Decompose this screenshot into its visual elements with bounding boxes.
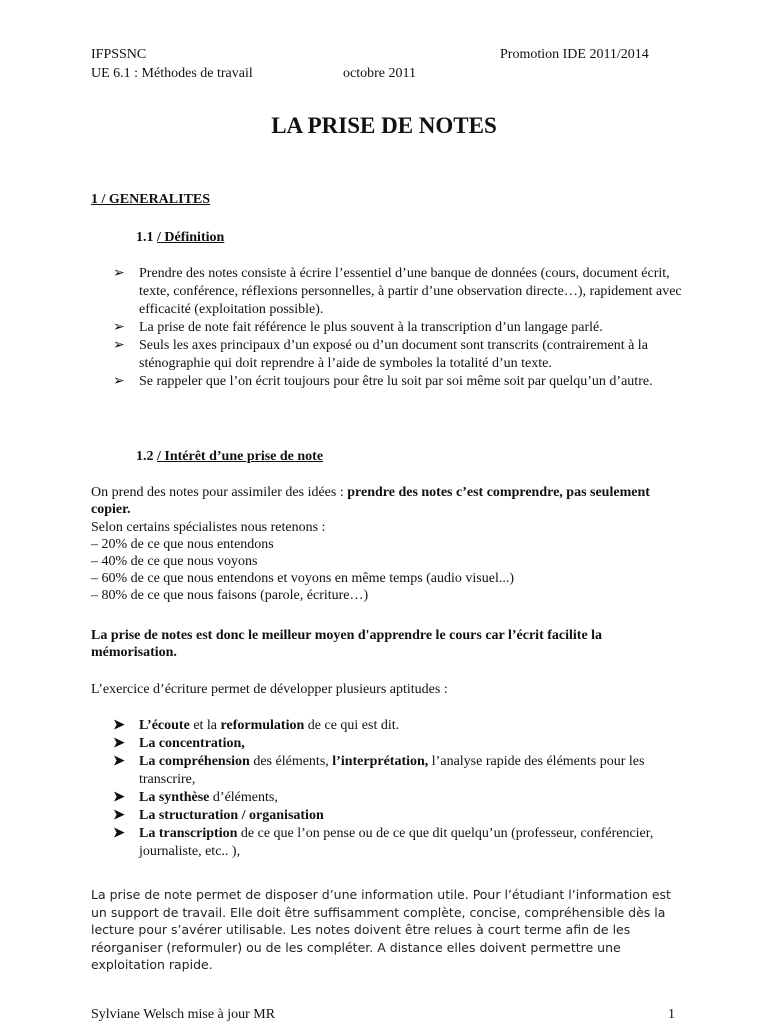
subsection-title: / Intérêt d’une prise de note <box>157 449 324 464</box>
list-item: ➢ Prendre des notes consiste à écrire l’essentiel d’une banque de données (cours, document écrit, texte, conférence, réflexions personnelles, à partir d’une observation directe…), rapidement avec efficacité (exploitation possible). <box>113 266 682 317</box>
arrow-bullet-icon: ➤ <box>113 718 125 733</box>
arrow-bullet-icon: ➤ <box>113 736 125 751</box>
page-number: 1 <box>668 1007 675 1022</box>
page-title: LA PRISE DE NOTES <box>271 113 497 138</box>
intro-emphasis: prendre des notes c’est comprendre, pas seulement copier. <box>91 485 650 517</box>
list-item: ➤ La concentration, <box>113 736 245 751</box>
retention-item: – 40% de ce que nous voyons <box>91 554 258 569</box>
arrow-bullet-icon: ➢ <box>113 266 125 281</box>
header-date: octobre 2011 <box>343 66 416 81</box>
skills-intro: L’exercice d’écriture permet de développer plusieurs aptitudes : <box>91 682 448 697</box>
list-item: ➤ La structuration / organisation <box>113 808 324 823</box>
list-item: ➤ L’écoute et la reformulation de ce qui est dit. <box>113 718 400 733</box>
retention-item: – 60% de ce que nous entendons et voyons en même temps (audio visuel...) <box>91 571 515 586</box>
list-item: ➤ La synthèse d’éléments, <box>113 790 278 805</box>
skills-list <box>113 717 693 861</box>
subsection-title: / Définition <box>157 230 225 245</box>
list-item: ➢ Seuls les axes principaux d’un exposé ou d’un document sont transcrits (contrairement à la sténographie qui doit reprendre à l’aide de symboles la totalité d’un texte. <box>113 338 648 371</box>
retention-block <box>91 519 686 604</box>
subsection-heading-definition <box>136 230 224 246</box>
arrow-bullet-icon: ➢ <box>113 320 125 335</box>
arrow-bullet-icon: ➤ <box>113 808 125 823</box>
arrow-bullet-icon: ➤ <box>113 790 125 805</box>
arrow-bullet-icon: ➢ <box>113 374 125 389</box>
subsection-number: 1.1 <box>136 230 154 245</box>
list-item: ➤ La transcription de ce que l’on pense ou de ce que dit quelqu’un (professeur, conférencier, journaliste, etc.. ), <box>113 826 654 859</box>
arrow-bullet-icon: ➤ <box>113 826 125 841</box>
list-item: ➢ Se rappeler que l’on écrit toujours pour être lu soit par soi même soit par quelqu’un d’autre. <box>113 374 653 389</box>
subsection-number: 1.2 <box>136 449 154 464</box>
section-heading: 1 / GENERALITES <box>91 192 211 207</box>
footer-author: Sylviane Welsch mise à jour MR <box>91 1007 276 1022</box>
definition-list <box>113 265 693 391</box>
arrow-bullet-icon: ➤ <box>113 754 125 769</box>
intro-paragraph: On prend des notes pour assimiler des idées : prendre des notes c’est comprendre, pas seulement copier. <box>91 485 650 517</box>
retention-item: – 20% de ce que nous entendons <box>91 537 274 552</box>
list-item: ➤ La compréhension des éléments, l’interprétation, l’analyse rapide des éléments pour les transcrire, <box>113 754 645 787</box>
header-promotion: Promotion IDE 2011/2014 <box>500 47 649 62</box>
list-item: ➢ La prise de note fait référence le plus souvent à la transcription d’un langage parlé. <box>113 320 603 335</box>
conclusion-paragraph: La prise de notes est donc le meilleur moyen d'apprendre le cours car l’écrit facilite la mémorisation. <box>91 628 603 660</box>
arrow-bullet-icon: ➢ <box>113 338 125 353</box>
retention-item: – 80% de ce que nous faisons (parole, écriture…) <box>91 588 369 603</box>
header-school: IFPSSNC <box>91 47 147 62</box>
final-paragraph: La prise de note permet de disposer d’une information utile. Pour l’étudiant l’information est un support de travail. Elle doit être suffisamment complète, concise, compréhensible dès la lecture pour s’avérer utilisable. Les notes doivent être relues à court terme afin de les réorganiser (reformuler) ou de les compléter. A distance elles doivent permettre une exploitation rapide. <box>91 887 671 972</box>
retention-intro: Selon certains spécialistes nous retenons : <box>91 520 326 535</box>
header-course: UE 6.1 : Méthodes de travail <box>91 66 253 81</box>
subsection-heading-interest <box>136 449 323 465</box>
